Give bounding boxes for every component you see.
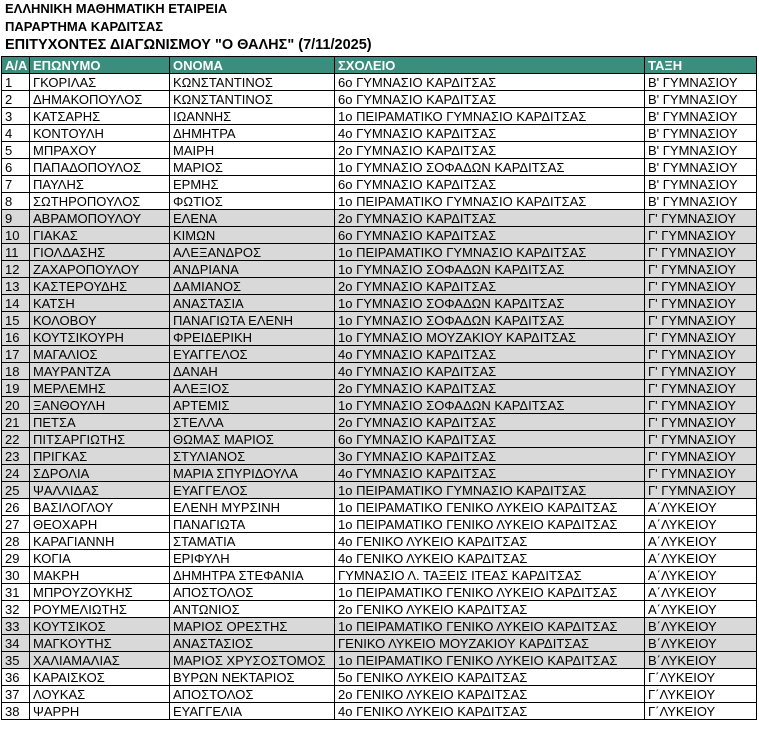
cell-name: ΕΛΕΝΗ ΜΥΡΣΙΝΗ [170,499,335,516]
cell-school: 6ο ΓΥΜΝΑΣΙΟ ΚΑΡΔΙΤΣΑΣ [335,74,645,91]
cell-surname: ΡΟΥΜΕΛΙΩΤΗΣ [30,601,170,618]
cell-grade: Γ΄ΛΥΚΕΙΟΥ [645,669,757,686]
cell-name: ΣΤΕΛΛΑ [170,414,335,431]
cell-grade: Β΄ΛΥΚΕΙΟΥ [645,652,757,669]
table-row [2,669,757,686]
table-row [2,414,757,431]
table-row [2,703,757,720]
cell-grade: Γ' ΓΥΜΝΑΣΙΟΥ [645,448,757,465]
cell-number: 25 [2,482,30,499]
cell-number: 12 [2,261,30,278]
cell-school: 4ο ΓΕΝΙΚΟ ΛΥΚΕΙΟ ΚΑΡΔΙΤΣΑΣ [335,550,645,567]
cell-number: 36 [2,669,30,686]
table-row [2,278,757,295]
table-body [2,74,757,720]
cell-name: ΠΑΝΑΓΙΩΤΑ ΕΛΕΝΗ [170,312,335,329]
cell-number: 23 [2,448,30,465]
cell-grade: Γ΄ΛΥΚΕΙΟΥ [645,686,757,703]
cell-name: ΚΩΝΣΤΑΝΤΙΝΟΣ [170,91,335,108]
cell-name: ΜΑΙΡΗ [170,142,335,159]
cell-school: 1ο ΠΕΙΡΑΜΑΤΙΚΟ ΓΕΝΙΚΟ ΛΥΚΕΙΟ ΚΑΡΔΙΤΣΑΣ [335,516,645,533]
cell-number: 31 [2,584,30,601]
cell-school: 1ο ΠΕΙΡΑΜΑΤΙΚΟ ΓΥΜΝΑΣΙΟ ΚΑΡΔΙΤΣΑΣ [335,193,645,210]
document-title: ΕΠΙΤΥΧΟΝΤΕΣ ΔΙΑΓΩΝΙΣΜΟΥ "Ο ΘΑΛΗΣ" (7/11/2025) [5,37,372,53]
cell-school: 1ο ΠΕΙΡΑΜΑΤΙΚΟ ΓΥΜΝΑΣΙΟ ΚΑΡΔΙΤΣΑΣ [335,482,645,499]
cell-name: ΜΑΡΙΟΣ ΧΡΥΣΟΣΤΟΜΟΣ [170,652,335,669]
cell-name: ΣΤΑΜΑΤΙΑ [170,533,335,550]
cell-number: 11 [2,244,30,261]
table-row [2,465,757,482]
table-row [2,397,757,414]
cell-grade: Γ' ΓΥΜΝΑΣΙΟΥ [645,312,757,329]
column-header-school: ΣΧΟΛΕΙΟ [335,57,645,74]
organization-title: ΕΛΛΗΝΙΚΗ ΜΑΘΗΜΑΤΙΚΗ ΕΤΑΙΡΕΙΑ [5,1,228,16]
table-row [2,312,757,329]
cell-surname: ΠΑΥΛΗΣ [30,176,170,193]
cell-grade: Γ' ΓΥΜΝΑΣΙΟΥ [645,227,757,244]
cell-surname: ΜΕΡΛΕΜΗΣ [30,380,170,397]
cell-surname: ΜΑΥΡΑΝΤΖΑ [30,363,170,380]
cell-surname: ΑΒΡΑΜΟΠΟΥΛΟΥ [30,210,170,227]
cell-grade: Γ' ΓΥΜΝΑΣΙΟΥ [645,414,757,431]
cell-number: 19 [2,380,30,397]
cell-surname: ΚΟΛΟΒΟΥ [30,312,170,329]
cell-school: 1ο ΠΕΙΡΑΜΑΤΙΚΟ ΓΥΜΝΑΣΙΟ ΚΑΡΔΙΤΣΑΣ [335,244,645,261]
cell-grade: Β΄ΛΥΚΕΙΟΥ [645,635,757,652]
cell-school: 1ο ΓΥΜΝΑΣΙΟ ΣΟΦΑΔΩΝ ΚΑΡΔΙΤΣΑΣ [335,312,645,329]
cell-number: 20 [2,397,30,414]
cell-surname: ΚΑΡΑΙΣΚΟΣ [30,669,170,686]
cell-grade: Γ' ΓΥΜΝΑΣΙΟΥ [645,261,757,278]
cell-grade: Γ' ΓΥΜΝΑΣΙΟΥ [645,380,757,397]
cell-name: ΑΝΑΣΤΑΣΙΑ [170,295,335,312]
cell-surname: ΨΑΛΛΙΔΑΣ [30,482,170,499]
table-row [2,448,757,465]
table-row [2,516,757,533]
cell-name: ΕΡΙΦΥΛΗ [170,550,335,567]
table-row [2,652,757,669]
cell-grade: Α΄ΛΥΚΕΙΟΥ [645,601,757,618]
cell-surname: ΒΑΣΙΛΟΓΛΟΥ [30,499,170,516]
cell-name: ΑΡΤΕΜΙΣ [170,397,335,414]
cell-surname: ΖΑΧΑΡΟΠΟΥΛΟΥ [30,261,170,278]
cell-number: 16 [2,329,30,346]
cell-number: 10 [2,227,30,244]
table-row [2,686,757,703]
cell-number: 13 [2,278,30,295]
cell-number: 15 [2,312,30,329]
cell-name: ΑΝΑΣΤΑΣΙΟΣ [170,635,335,652]
cell-name: ΕΛΕΝΑ [170,210,335,227]
cell-surname: ΛΟΥΚΑΣ [30,686,170,703]
cell-name: ΑΝΤΩΝΙΟΣ [170,601,335,618]
cell-number: 35 [2,652,30,669]
cell-school: 2ο ΓΥΜΝΑΣΙΟ ΚΑΡΔΙΤΣΑΣ [335,380,645,397]
cell-number: 28 [2,533,30,550]
cell-school: 2ο ΓΥΜΝΑΣΙΟ ΚΑΡΔΙΤΣΑΣ [335,210,645,227]
cell-grade: Γ' ΓΥΜΝΑΣΙΟΥ [645,295,757,312]
cell-school: 2ο ΓΥΜΝΑΣΙΟ ΚΑΡΔΙΤΣΑΣ [335,142,645,159]
cell-school: 6ο ΓΥΜΝΑΣΙΟ ΚΑΡΔΙΤΣΑΣ [335,91,645,108]
cell-number: 22 [2,431,30,448]
cell-grade: Γ' ΓΥΜΝΑΣΙΟΥ [645,363,757,380]
cell-school: 1ο ΓΥΜΝΑΣΙΟ ΣΟΦΑΔΩΝ ΚΑΡΔΙΤΣΑΣ [335,397,645,414]
table-row [2,261,757,278]
cell-number: 27 [2,516,30,533]
cell-surname: ΜΠΡΑΧΟΥ [30,142,170,159]
cell-name: ΚΙΜΩΝ [170,227,335,244]
cell-grade: Γ' ΓΥΜΝΑΣΙΟΥ [645,329,757,346]
table-row [2,108,757,125]
cell-school: 1ο ΓΥΜΝΑΣΙΟ ΣΟΦΑΔΩΝ ΚΑΡΔΙΤΣΑΣ [335,261,645,278]
cell-grade: Γ' ΓΥΜΝΑΣΙΟΥ [645,465,757,482]
cell-surname: ΚΑΣΤΕΡΟΥΔΗΣ [30,278,170,295]
cell-number: 32 [2,601,30,618]
table-row [2,295,757,312]
cell-number: 21 [2,414,30,431]
cell-surname: ΜΑΓΑΛΙΟΣ [30,346,170,363]
column-header-name: ΟΝΟΜΑ [170,57,335,74]
cell-surname: ΓΚΟΡΙΛΑΣ [30,74,170,91]
cell-number: 37 [2,686,30,703]
cell-school: 4ο ΓΥΜΝΑΣΙΟ ΚΑΡΔΙΤΣΑΣ [335,465,645,482]
cell-school: 1ο ΓΥΜΝΑΣΙΟ ΜΟΥΖΑΚΙΟΥ ΚΑΡΔΙΤΣΑΣ [335,329,645,346]
cell-school: ΓΕΝΙΚΟ ΛΥΚΕΙΟ ΜΟΥΖΑΚΙΟΥ ΚΑΡΔΙΤΣΑΣ [335,635,645,652]
cell-name: ΦΩΤΙΟΣ [170,193,335,210]
cell-number: 5 [2,142,30,159]
table-row [2,159,757,176]
cell-number: 30 [2,567,30,584]
cell-grade: Γ' ΓΥΜΝΑΣΙΟΥ [645,397,757,414]
cell-name: ΕΥΑΓΓΕΛΟΣ [170,346,335,363]
cell-number: 4 [2,125,30,142]
cell-number: 18 [2,363,30,380]
column-header-number: Α/Α [2,57,30,74]
cell-number: 38 [2,703,30,720]
cell-surname: ΠΕΤΣΑ [30,414,170,431]
cell-grade: Γ' ΓΥΜΝΑΣΙΟΥ [645,482,757,499]
cell-grade: Α΄ΛΥΚΕΙΟΥ [645,550,757,567]
cell-name: ΦΡΕΙΔΕΡΙΚΗ [170,329,335,346]
cell-grade: Β' ΓΥΜΝΑΣΙΟΥ [645,74,757,91]
cell-number: 7 [2,176,30,193]
cell-school: 2ο ΓΥΜΝΑΣΙΟ ΚΑΡΔΙΤΣΑΣ [335,278,645,295]
cell-grade: Γ' ΓΥΜΝΑΣΙΟΥ [645,431,757,448]
table-row [2,210,757,227]
cell-grade: Β΄ΛΥΚΕΙΟΥ [645,618,757,635]
table-row [2,346,757,363]
cell-surname: ΠΙΤΣΑΡΓΙΩΤΗΣ [30,431,170,448]
cell-number: 14 [2,295,30,312]
cell-grade: Α΄ΛΥΚΕΙΟΥ [645,533,757,550]
cell-grade: Γ' ΓΥΜΝΑΣΙΟΥ [645,278,757,295]
table-row [2,431,757,448]
cell-surname: ΚΑΡΑΓΙΑΝΝΗ [30,533,170,550]
cell-name: ΕΥΑΓΓΕΛΙΑ [170,703,335,720]
cell-school: 6ο ΓΥΜΝΑΣΙΟ ΚΑΡΔΙΤΣΑΣ [335,431,645,448]
cell-grade: Γ΄ΛΥΚΕΙΟΥ [645,703,757,720]
cell-grade: Α΄ΛΥΚΕΙΟΥ [645,499,757,516]
table-row [2,635,757,652]
cell-surname: ΣΩΤΗΡΟΠΟΥΛΟΣ [30,193,170,210]
branch-title: ΠΑΡΑΡΤΗΜΑ ΚΑΡΔΙΤΣΑΣ [5,19,164,34]
cell-number: 24 [2,465,30,482]
cell-school: 2ο ΓΕΝΙΚΟ ΛΥΚΕΙΟ ΚΑΡΔΙΤΣΑΣ [335,686,645,703]
table-row [2,584,757,601]
cell-surname: ΘΕΟΧΑΡΗ [30,516,170,533]
cell-grade: Α΄ΛΥΚΕΙΟΥ [645,516,757,533]
cell-surname: ΠΑΠΑΔΟΠΟΥΛΟΣ [30,159,170,176]
table-row [2,550,757,567]
cell-school: 1ο ΠΕΙΡΑΜΑΤΙΚΟ ΓΕΝΙΚΟ ΛΥΚΕΙΟ ΚΑΡΔΙΤΣΑΣ [335,652,645,669]
cell-name: ΜΑΡΙΟΣ [170,159,335,176]
cell-school: 6ο ΓΥΜΝΑΣΙΟ ΚΑΡΔΙΤΣΑΣ [335,227,645,244]
cell-name: ΔΑΜΙΑΝΟΣ [170,278,335,295]
cell-surname: ΚΟΝΤΟΥΛΗ [30,125,170,142]
cell-grade: Β' ΓΥΜΝΑΣΙΟΥ [645,193,757,210]
cell-surname: ΚΑΤΣΑΡΗΣ [30,108,170,125]
cell-name: ΙΩΑΝΝΗΣ [170,108,335,125]
cell-number: 29 [2,550,30,567]
table-header-row [2,57,757,74]
cell-name: ΠΑΝΑΓΙΩΤΑ [170,516,335,533]
cell-grade: Γ' ΓΥΜΝΑΣΙΟΥ [645,346,757,363]
cell-number: 2 [2,91,30,108]
cell-grade: Β' ΓΥΜΝΑΣΙΟΥ [645,176,757,193]
cell-grade: Β' ΓΥΜΝΑΣΙΟΥ [645,159,757,176]
cell-surname: ΜΑΓΚΟΥΤΗΣ [30,635,170,652]
cell-number: 26 [2,499,30,516]
cell-grade: Α΄ΛΥΚΕΙΟΥ [645,584,757,601]
cell-surname: ΞΑΝΘΟΥΛΗ [30,397,170,414]
table-row [2,244,757,261]
cell-number: 8 [2,193,30,210]
cell-name: ΕΡΜΗΣ [170,176,335,193]
cell-number: 1 [2,74,30,91]
cell-number: 17 [2,346,30,363]
table-row [2,567,757,584]
cell-name: ΔΗΜΗΤΡΑ [170,125,335,142]
cell-surname: ΚΟΓΙΑ [30,550,170,567]
cell-school: 2ο ΓΕΝΙΚΟ ΛΥΚΕΙΟ ΚΑΡΔΙΤΣΑΣ [335,601,645,618]
cell-grade: Α΄ΛΥΚΕΙΟΥ [645,567,757,584]
cell-name: ΜΑΡΙΑ ΣΠΥΡΙΔΟΥΛΑ [170,465,335,482]
cell-name: ΜΑΡΙΟΣ ΟΡΕΣΤΗΣ [170,618,335,635]
cell-school: 5ο ΓΕΝΙΚΟ ΛΥΚΕΙΟ ΚΑΡΔΙΤΣΑΣ [335,669,645,686]
cell-school: ΓΥΜΝΑΣΙΟ Λ. ΤΑΞΕΙΣ ΙΤΕΑΣ ΚΑΡΔΙΤΣΑΣ [335,567,645,584]
cell-name: ΑΛΕΞΙΟΣ [170,380,335,397]
table-row [2,499,757,516]
cell-surname: ΚΟΥΤΣΙΚΟΣ [30,618,170,635]
cell-name: ΑΠΟΣΤΟΛΟΣ [170,584,335,601]
cell-surname: ΚΟΥΤΣΙΚΟΥΡΗ [30,329,170,346]
cell-name: ΑΛΕΞΑΝΔΡΟΣ [170,244,335,261]
cell-name: ΔΑΝΑΗ [170,363,335,380]
cell-surname: ΨΑΡΡΗ [30,703,170,720]
cell-surname: ΧΑΛΙΑΜΑΛΙΑΣ [30,652,170,669]
cell-surname: ΓΙΟΛΔΑΣΗΣ [30,244,170,261]
column-header-surname: ΕΠΩΝΥΜΟ [30,57,170,74]
cell-name: ΔΗΜΗΤΡΑ ΣΤΕΦΑΝΙΑ [170,567,335,584]
cell-name: ΣΤΥΛΙΑΝΟΣ [170,448,335,465]
cell-surname: ΚΑΤΣΗ [30,295,170,312]
cell-surname: ΠΡΙΓΚΑΣ [30,448,170,465]
table-row [2,91,757,108]
cell-grade: Γ' ΓΥΜΝΑΣΙΟΥ [645,244,757,261]
table-row [2,329,757,346]
cell-number: 6 [2,159,30,176]
table-row [2,363,757,380]
cell-grade: Β' ΓΥΜΝΑΣΙΟΥ [645,91,757,108]
cell-surname: ΓΙΑΚΑΣ [30,227,170,244]
cell-name: ΑΝΔΡΙΑΝΑ [170,261,335,278]
table-row [2,533,757,550]
table-row [2,618,757,635]
cell-number: 9 [2,210,30,227]
table-row [2,601,757,618]
table-row [2,125,757,142]
cell-number: 34 [2,635,30,652]
column-header-grade: ΤΑΞΗ [645,57,757,74]
cell-school: 1ο ΠΕΙΡΑΜΑΤΙΚΟ ΓΕΝΙΚΟ ΛΥΚΕΙΟ ΚΑΡΔΙΤΣΑΣ [335,584,645,601]
cell-school: 4ο ΓΕΝΙΚΟ ΛΥΚΕΙΟ ΚΑΡΔΙΤΣΑΣ [335,533,645,550]
cell-school: 1ο ΠΕΙΡΑΜΑΤΙΚΟ ΓΕΝΙΚΟ ΛΥΚΕΙΟ ΚΑΡΔΙΤΣΑΣ [335,618,645,635]
cell-name: ΒΥΡΩΝ ΝΕΚΤΑΡΙΟΣ [170,669,335,686]
cell-name: ΑΠΟΣΤΟΛΟΣ [170,686,335,703]
cell-school: 3ο ΓΥΜΝΑΣΙΟ ΚΑΡΔΙΤΣΑΣ [335,448,645,465]
table-row [2,142,757,159]
cell-surname: ΜΠΡΟΥΖΟΥΚΗΣ [30,584,170,601]
cell-school: 1ο ΓΥΜΝΑΣΙΟ ΣΟΦΑΔΩΝ ΚΑΡΔΙΤΣΑΣ [335,159,645,176]
table-row [2,74,757,91]
cell-grade: Β' ΓΥΜΝΑΣΙΟΥ [645,125,757,142]
cell-grade: Β' ΓΥΜΝΑΣΙΟΥ [645,142,757,159]
cell-school: 6ο ΓΥΜΝΑΣΙΟ ΚΑΡΔΙΤΣΑΣ [335,176,645,193]
cell-school: 4ο ΓΥΜΝΑΣΙΟ ΚΑΡΔΙΤΣΑΣ [335,125,645,142]
table-row [2,176,757,193]
table-row [2,482,757,499]
cell-school: 4ο ΓΥΜΝΑΣΙΟ ΚΑΡΔΙΤΣΑΣ [335,363,645,380]
cell-grade: Β' ΓΥΜΝΑΣΙΟΥ [645,108,757,125]
cell-school: 1ο ΓΥΜΝΑΣΙΟ ΣΟΦΑΔΩΝ ΚΑΡΔΙΤΣΑΣ [335,295,645,312]
table-row [2,193,757,210]
cell-school: 1ο ΠΕΙΡΑΜΑΤΙΚΟ ΓΕΝΙΚΟ ΛΥΚΕΙΟ ΚΑΡΔΙΤΣΑΣ [335,499,645,516]
cell-name: ΚΩΝΣΤΑΝΤΙΝΟΣ [170,74,335,91]
cell-name: ΘΩΜΑΣ ΜΑΡΙΟΣ [170,431,335,448]
cell-school: 4ο ΓΕΝΙΚΟ ΛΥΚΕΙΟ ΚΑΡΔΙΤΣΑΣ [335,703,645,720]
cell-surname: ΜΑΚΡΗ [30,567,170,584]
table-row [2,380,757,397]
cell-school: 4ο ΓΥΜΝΑΣΙΟ ΚΑΡΔΙΤΣΑΣ [335,346,645,363]
cell-school: 2ο ΓΥΜΝΑΣΙΟ ΚΑΡΔΙΤΣΑΣ [335,414,645,431]
cell-surname: ΣΔΡΟΛΙΑ [30,465,170,482]
cell-school: 1ο ΠΕΙΡΑΜΑΤΙΚΟ ΓΥΜΝΑΣΙΟ ΚΑΡΔΙΤΣΑΣ [335,108,645,125]
cell-number: 33 [2,618,30,635]
cell-surname: ΔΗΜΑΚΟΠΟΥΛΟΣ [30,91,170,108]
cell-grade: Γ' ΓΥΜΝΑΣΙΟΥ [645,210,757,227]
cell-number: 3 [2,108,30,125]
cell-name: ΕΥΑΓΓΕΛΟΣ [170,482,335,499]
table-row [2,227,757,244]
winners-table [1,56,757,720]
